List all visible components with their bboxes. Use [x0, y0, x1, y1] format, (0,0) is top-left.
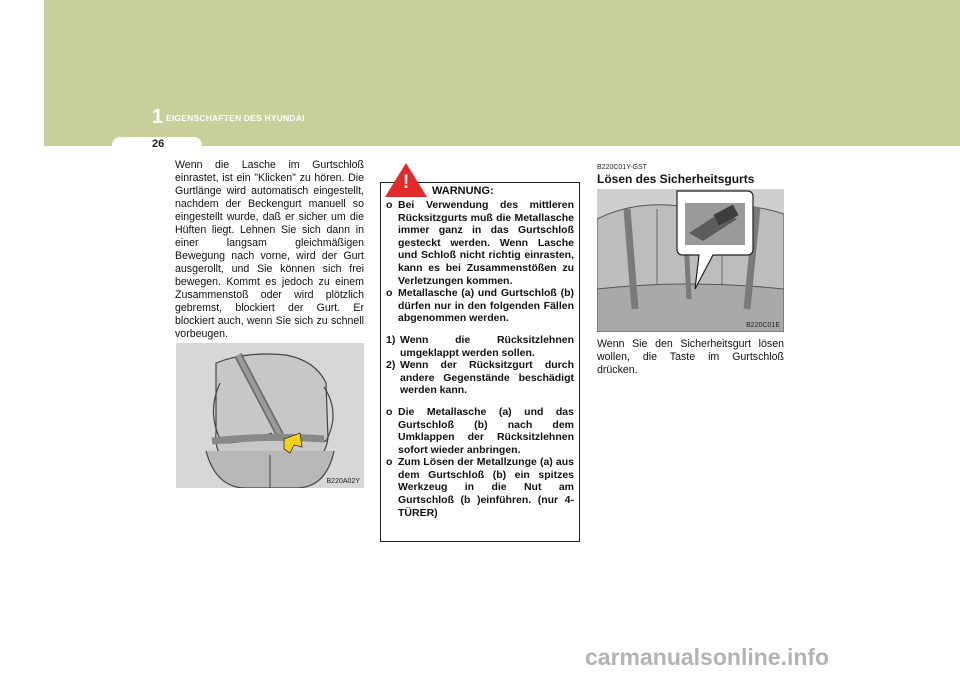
header-band	[44, 0, 960, 146]
warning-item-marker: o	[386, 456, 393, 469]
warning-item	[386, 199, 574, 287]
warning-item-marker: 2)	[386, 359, 396, 372]
watermark: carmanualsonline.info	[585, 644, 830, 670]
page-number: 26	[152, 138, 165, 150]
warning-exclamation: !	[402, 172, 410, 193]
warning-item	[386, 359, 574, 397]
release-paragraph: Wenn Sie den Sicherheitsgurt lösen wollen, die Taste im Gurtschloß drücken.	[597, 338, 784, 376]
warning-item-text: Die Metallasche (a) und das Gurtschloß (b) nach dem Umklappen der Rücksitzlehnen sofort wieder anbringen.	[398, 405, 574, 456]
chapter-number: 1	[152, 106, 164, 128]
warning-item-marker: o	[386, 199, 393, 211]
warning-item-text: Zum Lösen der Metallzunge (a) aus dem Gurtschloß (b) ein spitzes Werkzeug in die Nut am Gurtschloß (b )einführen. (nur 4-TÜRER)	[398, 456, 574, 519]
warning-list	[386, 199, 574, 519]
figure-code: B220C01E	[746, 322, 780, 329]
seatbelt-release-figure	[597, 189, 784, 332]
figure-code: B220A02Y	[326, 478, 360, 485]
seatbelt-hip-illustration	[176, 343, 364, 488]
warning-item	[386, 456, 574, 519]
chapter-title: EIGENSCHAFTEN DES HYUNDAI	[166, 113, 305, 123]
warning-item-marker: o	[386, 287, 393, 300]
warning-item-text: Wenn die Rücksitzlehnen umgeklappt werden sollen.	[400, 333, 574, 359]
warning-item	[386, 406, 574, 456]
warning-item-marker: o	[386, 405, 393, 418]
section-title: Lösen des Sicherheitsgurts	[597, 172, 755, 186]
warning-item-text: Wenn der Rücksitzgurt durch andere Gegenstände beschädigt werden kann.	[400, 359, 574, 397]
warning-item-text: Bei Verwendung des mittleren Rücksitzgurts muß die Metallasche immer ganz in das Gurtschloß gesteckt werden. Wenn Lasche und Schloß nicht richtig einrasten, kann es bei Zusammenstößen zu Verletzungen kommen.	[398, 199, 574, 287]
warning-item	[386, 334, 574, 359]
warning-item	[386, 287, 574, 325]
intro-paragraph: Wenn die Lasche im Gurtschloß einrastet, ist ein "Klicken" zu hören. Die Gurtlänge wird automatisch eingestellt, nachdem der Beckengurt manuell so eingestellt wurde, daß er sicher um die Hüften liegt. Lehnen Sie sich dann in einer langsam gleichmäßigen Bewegung nach vorne, wird der Gurt ausgerollt, und Sie können sich frei bewegen. Kommt es jedoch zu einem Zusammenstoß oder wird plötzlich gebremst, blockiert der Gurt. Er blockiert auch, wenn Sie sich zu schnell vorbeugen.	[175, 159, 364, 340]
seatbelt-fastening-figure	[176, 343, 364, 488]
warning-item-marker: 1)	[386, 333, 396, 346]
warning-title: WARNUNG:	[432, 185, 494, 197]
warning-item-text: Metallasche (a) und Gurtschloß (b) dürfen nur in den folgenden Fällen abgenommen werden.	[398, 287, 574, 325]
section-code: B220C01Y-GST	[597, 164, 647, 171]
rear-seat-buckle-illustration	[597, 189, 784, 332]
